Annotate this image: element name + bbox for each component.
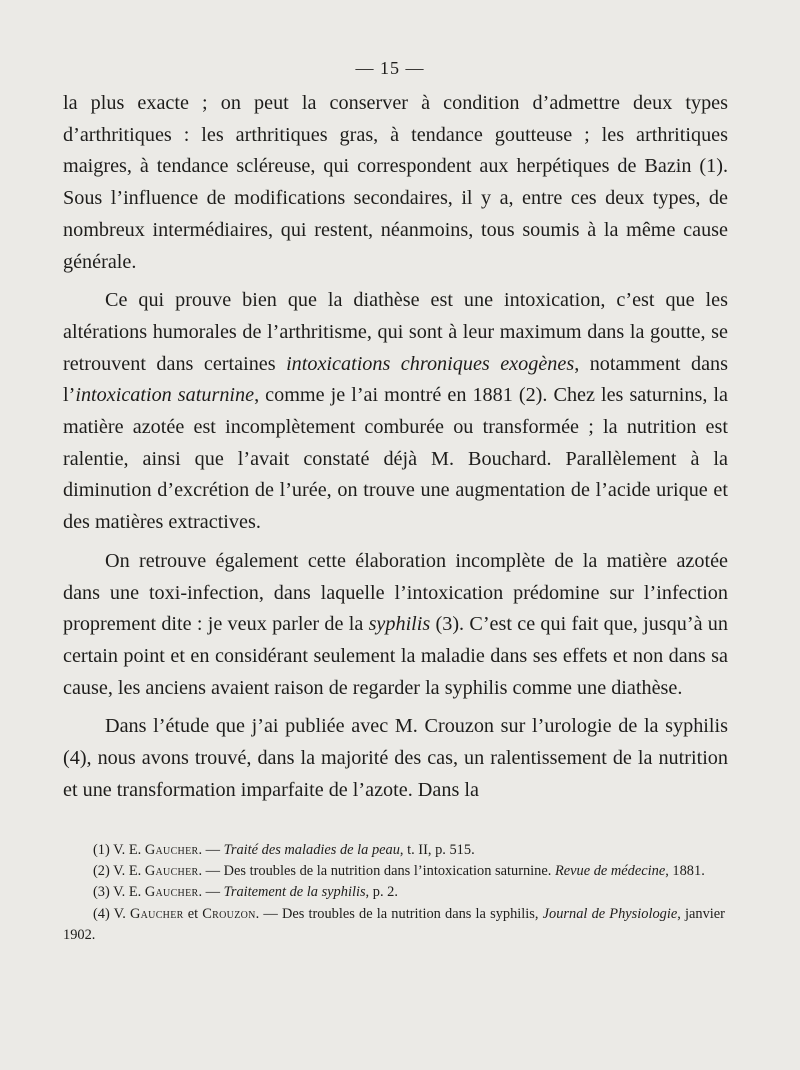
paragraph-2-run-4: intoxication saturnine — [75, 384, 255, 407]
body-text — [63, 88, 728, 806]
footnote-4-run-4: Crouzon — [202, 905, 256, 922]
footnote-4-run-6: Journal de Physiologie — [542, 905, 678, 922]
footnote-3-run-1: (3) V. E. — [93, 884, 145, 901]
footnote-3-run-5: , p. 2. — [365, 884, 398, 901]
paragraph-3-run-1: On retrouve également cette élaboration incomplète de la matière azotée dans une toxi-infection, dans laquelle l’intoxication prédomine sur l’infection proprement dite : je veux parler de la — [63, 549, 728, 636]
footnote-4-run-7: , janvier 1902. — [63, 905, 725, 943]
paragraph-1-run-1: la plus exacte ; on peut la conserver à condition d’admettre deux types d’arthritiques : les arthritiques gras, à tendance goutteuse ; les arthritiques maigres, à tendance scléreuse, qui correspondent aux herpétiques de Bazin (1). Sous l’influence de modifications secondaires, il y a, entre ces deux types, de nombreux intermédiaires, qui restent, néanmoins, tous soumis à la même cause générale. — [63, 92, 728, 273]
footnote-4-run-5: . — Des troubles de la nutrition dans la syphilis, — [255, 905, 543, 922]
paragraph-4-run-1: Dans l’étude que j’ai publiée avec M. Crouzon sur l’urologie de la syphilis (4), nous avons trouvé, dans la majorité des cas, un ralentissement de la nutrition et une transformation imparfaite de l’azote. Dans la — [63, 715, 728, 801]
footnote-3-run-2: Gaucher — [144, 884, 199, 901]
footnote-1-run-1: (1) V. E. — [93, 842, 145, 858]
paragraph-2-run-1: Ce qui prouve bien que la diathèse est une intoxication, c’est que les altérations humorales de l’arthritisme, qui sont à leur maximum dans la goutte, se retrouvent dans certaines — [63, 289, 728, 375]
footnote-1-run-5: , t. II, p. 515. — [399, 842, 475, 858]
paragraph-4 — [63, 711, 728, 806]
footnote-1-run-3: . — — [198, 842, 224, 858]
footnote-4 — [63, 904, 725, 946]
paragraph-2-run-2: intoxications chroniques exogènes — [286, 352, 575, 375]
paragraph-3-run-2: syphilis — [368, 613, 431, 636]
footnote-2-run-3: . — Des troubles de la nutrition dans l’intoxication saturnine. — [198, 863, 555, 880]
footnote-2 — [63, 861, 725, 882]
paragraph-2-run-5: , comme je l’ai montré en 1881 (2). Chez les saturnins, la matière azotée est incomplètement comburée ou transformée ; la nutrition est ralentie, ainsi que l’avait constaté déjà M. Bouchard. Parallèlement à la diminution d’excrétion de l’urée, on trouve une augmentation de l’acide urique et des matières extractives. — [63, 384, 728, 534]
footnote-2-run-1: (2) V. E. — [93, 863, 145, 880]
footnote-2-run-4: Revue de médecine — [554, 863, 666, 880]
footnote-4-run-1: (4) V. — [93, 905, 130, 922]
footnote-2-run-5: , 1881. — [665, 863, 705, 880]
footnote-1-run-2: Gaucher — [144, 842, 199, 858]
footnote-4-run-2: Gaucher — [129, 905, 184, 922]
footnote-3-run-3: . — — [198, 884, 224, 901]
footnote-1 — [63, 840, 725, 861]
paragraph-2 — [63, 285, 728, 539]
paragraph-3-run-3: (3). C’est ce qui fait que, jusqu’à un certain point et en considérant seulement la maladie dans ses effets et non dans sa cause, les anciens avaient raison de regarder la syphilis comme une diathèse. — [63, 613, 728, 699]
footnote-3 — [63, 882, 725, 903]
paragraph-1 — [63, 88, 728, 278]
footnotes — [63, 840, 725, 946]
paragraph-3 — [63, 546, 728, 705]
footnote-4-run-3: et — [183, 905, 203, 922]
page-number: — 15 — — [355, 58, 425, 78]
footnote-3-run-4: Traitement de la syphilis — [223, 884, 366, 901]
footnote-1-run-4: Traité des maladies de la peau — [223, 842, 400, 858]
paragraph-2-run-3: , notamment dans l’ — [63, 352, 728, 407]
footnote-2-run-2: Gaucher — [144, 863, 199, 880]
